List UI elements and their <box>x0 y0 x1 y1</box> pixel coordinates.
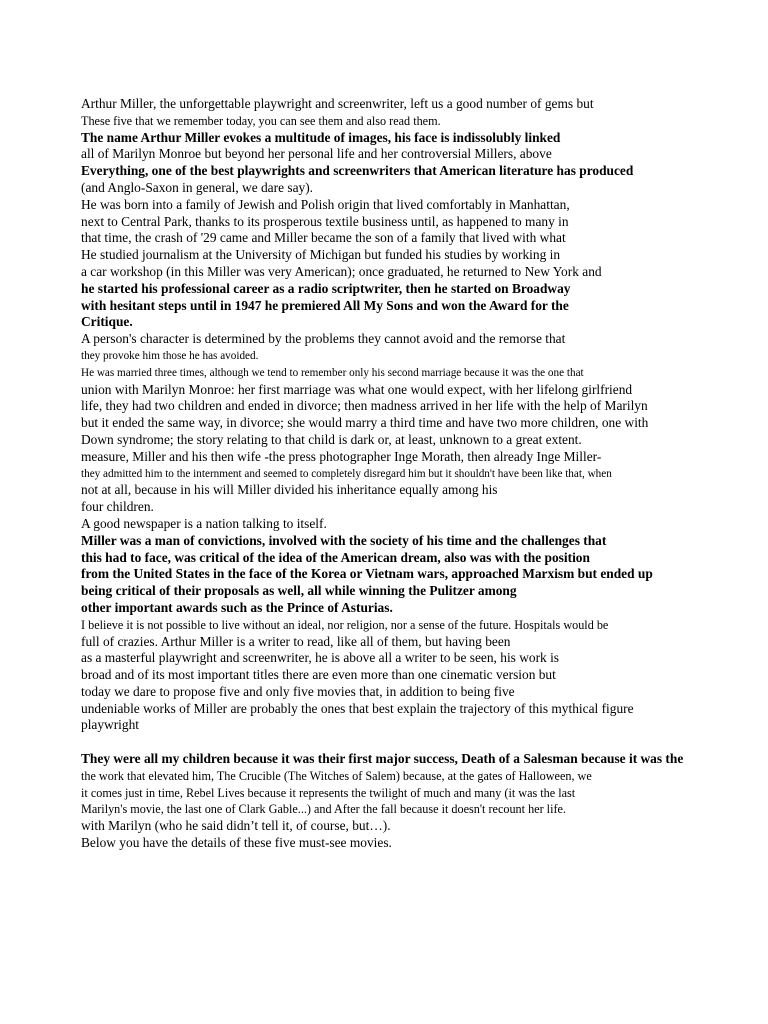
text-line: he started his professional career as a radio scriptwriter, then he started on Broadway <box>81 280 571 296</box>
text-line: Everything, one of the best playwrights and screenwriters that American literature has produced <box>81 163 634 179</box>
text-line: all of Marilyn Monroe but beyond her personal life and her controversial Millers, above <box>81 146 552 162</box>
text-line: broad and of its most important titles there are even more than one cinematic version but <box>81 667 556 683</box>
text-line: this had to face, was critical of the idea of the American dream, also was with the position <box>81 549 590 565</box>
text-line: playwright <box>81 717 140 733</box>
text-line: Miller was a man of convictions, involved with the society of his time and the challenges that <box>81 532 607 548</box>
text-line: today we dare to propose five and only five movies that, in addition to being five <box>81 683 515 699</box>
text-line: from the United States in the face of the Korea or Vietnam wars, approached Marxism but ended up <box>81 566 653 582</box>
text-line: They were all my children because it was their first major success, Death of a Salesman because it was the <box>81 751 684 767</box>
text-line: Below you have the details of these five must-see movies. <box>81 835 392 851</box>
text-line: four children. <box>81 499 154 515</box>
document-page <box>81 96 768 852</box>
blank-line <box>81 734 768 751</box>
text-line: they admitted him to the internment and seemed to completely disregard him but it shouldn't have been like that, when <box>81 467 612 480</box>
text-line: I believe it is not possible to live without an ideal, nor religion, nor a sense of the future. Hospitals would be <box>81 617 609 632</box>
text-line: next to Central Park, thanks to its prosperous textile business until, as happened to many in <box>81 213 569 229</box>
text-line: A person's character is determined by the problems they cannot avoid and the remorse that <box>81 331 566 347</box>
text-line: He was married three times, although we tend to remember only his second marriage because it was the one that <box>81 366 584 379</box>
text-line: Marilyn's movie, the last one of Clark Gable...) and After the fall because it doesn't recount her life. <box>81 802 566 817</box>
text-line: Critique. <box>81 314 133 330</box>
text-line: A good newspaper is a nation talking to itself. <box>81 515 327 531</box>
text-line: as a masterful playwright and screenwriter, he is above all a writer to be seen, his work is <box>81 650 560 666</box>
text-line: undeniable works of Miller are probably the ones that best explain the trajectory of this mythical figure <box>81 700 634 716</box>
text-line: Down syndrome; the story relating to that child is dark or, at least, unknown to a great extent. <box>81 431 582 447</box>
text-line: measure, Miller and his then wife -the press photographer Inge Morath, then already Inge Miller- <box>81 448 602 464</box>
text-line: a car workshop (in this Miller was very American); once graduated, he returned to New York and <box>81 263 602 279</box>
text-line: other important awards such as the Prince of Asturias. <box>81 599 393 615</box>
text-line: (and Anglo-Saxon in general, we dare say). <box>81 179 314 195</box>
text-line: they provoke him those he has avoided. <box>81 349 259 362</box>
text-line: being critical of their proposals as well, all while winning the Pulitzer among <box>81 583 517 599</box>
text-line: He was born into a family of Jewish and Polish origin that lived comfortably in Manhattan, <box>81 196 570 212</box>
text-line: These five that we remember today, you can see them and also read them. <box>81 113 441 128</box>
text-line: full of crazies. Arthur Miller is a writer to read, like all of them, but having been <box>81 633 511 649</box>
text-line: Arthur Miller, the unforgettable playwright and screenwriter, left us a good number of gems but <box>81 96 594 111</box>
text-line: the work that elevated him, The Crucible (The Witches of Salem) because, at the gates of Halloween, we <box>81 768 592 783</box>
text-line: union with Marilyn Monroe: her first marriage was what one would expect, with her lifelong girlfriend <box>81 381 633 397</box>
text-line: He studied journalism at the University of Michigan but funded his studies by working in <box>81 247 561 263</box>
text-line: but it ended the same way, in divorce; she would marry a third time and have two more children, one with <box>81 415 649 431</box>
text-line: with Marilyn (who he said didn’t tell it, of course, but…). <box>81 818 391 834</box>
text-line: with hesitant steps until in 1947 he premiered All My Sons and won the Award for the <box>81 297 569 313</box>
text-line: it comes just in time, Rebel Lives because it represents the twilight of much and many (it was the last <box>81 785 576 800</box>
text-line: The name Arthur Miller evokes a multitude of images, his face is indissolubly linked <box>81 129 561 145</box>
text-line: life, they had two children and ended in divorce; then madness arrived in her life with the help of Marilyn <box>81 398 648 414</box>
text-line: not at all, because in his will Miller divided his inheritance equally among his <box>81 482 498 498</box>
text-line: that time, the crash of '29 came and Miller became the son of a family that lived with what <box>81 230 566 246</box>
